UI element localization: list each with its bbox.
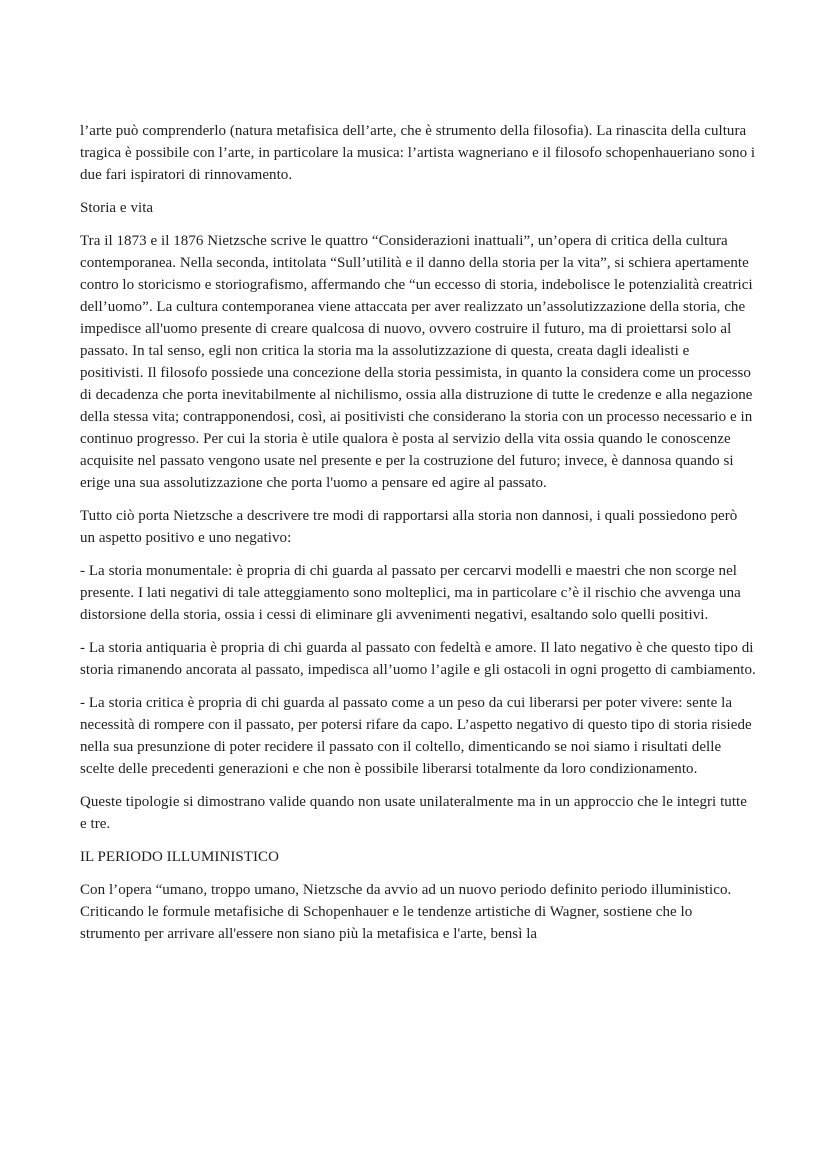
paragraph-considerazioni-inattuali: Tra il 1873 e il 1876 Nietzsche scrive le quattro “Considerazioni inattuali”, un’opera di critica della cultura contemporanea. Nella seconda, intitolata “Sull’utilità e il danno della storia per la vita”, si schiera apertamente contro lo storicismo e storiografismo, affermando che “un eccesso di storia, indebolisce le potenzialità creatrici dell’uomo”. La cultura contemporanea viene attaccata per aver realizzato un’assolutizzazione della storia, che impedisce all'uomo presente di creare qualcosa di nuovo, ovvero costruire il futuro, ma di proiettarsi solo al passato. In tal senso, egli non critica la storia ma la assolutizzazione di questa, creata dagli idealisti e positivisti. Il filosofo possiede una concezione della storia pessimista, in quanto la considera come un processo di decadenza che porta inevitabilmente al nichilismo, ossia alla distruzione di tutte le credenze e alla negazione della stessa vita; contrapponendosi, così, ai positivisti che considerano la storia con un processo necessario e in continuo progresso. Per cui la storia è utile qualora è posta al servizio della vita ossia quando le conoscenze acquisite nel passato vengono usate nel presente e per la costruzione del futuro; invece, è dannosa quando si erige una sua assolutizzazione che porta l'uomo a pensare ed agire al passato. [80,233,753,491]
paragraph-umano-troppo-umano: Con l’opera “umano, troppo umano, Nietzsche da avvio ad un nuovo periodo definito periodo illuministico. Criticando le formule metafisiche di Schopenhauer e le tendenze artistiche di Wagner, sostiene che lo strumento per arrivare all'essere non siano più la metafisica e l'arte, bensì la [80,882,732,942]
paragraph-tipologie: Queste tipologie si dimostrano valide quando non usate unilateralmente ma in un approccio che le integri tutte e tre. [80,794,747,832]
section-heading-periodo-illuministico: IL PERIODO ILLUMINISTICO [80,849,279,865]
paragraph-storia-critica: - La storia critica è propria di chi guarda al passato come a un peso da cui liberarsi per poter vivere: sente la necessità di rompere con il passato, per potersi rifare da capo. L’aspetto negativo di questo tipo di storia risiede nella sua presunzione di poter recidere il passato con il coltello, dimenticando se noi siamo i risultati delle scelte delle precedenti generazioni e che non è possibile liberarsi totalmente da loro condizionamento. [80,695,752,777]
paragraph-storia-antiquaria: - La storia antiquaria è propria di chi guarda al passato con fedeltà e amore. Il lato negativo è che questo tipo di storia rimanendo ancorata al passato, impedisca all’uomo l’agile e gli ostacoli in ogni progetto di cambiamento. [80,640,756,678]
paragraph-intro: l’arte può comprenderlo (natura metafisica dell’arte, che è strumento della filosofia). La rinascita della cultura tragica è possibile con l’arte, in particolare la musica: l’artista wagneriano e il filosofo schopenhaueriano sono i due fari ispiratori di rinnovamento. [80,123,756,183]
paragraph-tre-modi: Tutto ciò porta Nietzsche a descrivere tre modi di rapportarsi alla storia non dannosi, i quali possiedono però un aspetto positivo e uno negativo: [80,508,738,546]
document-page [80,120,756,956]
section-heading-storia-e-vita: Storia e vita [80,200,154,216]
paragraph-storia-monumentale: - La storia monumentale: è propria di chi guarda al passato per cercarvi modelli e maestri che non scorge nel presente. I lati negativi di tale atteggiamento sono molteplici, ma in particolare c’è il rischio che avvenga una distorsione della storia, ossia i cessi di eliminare gli avvenimenti negativi, esaltando solo quelli positivi. [80,563,741,623]
